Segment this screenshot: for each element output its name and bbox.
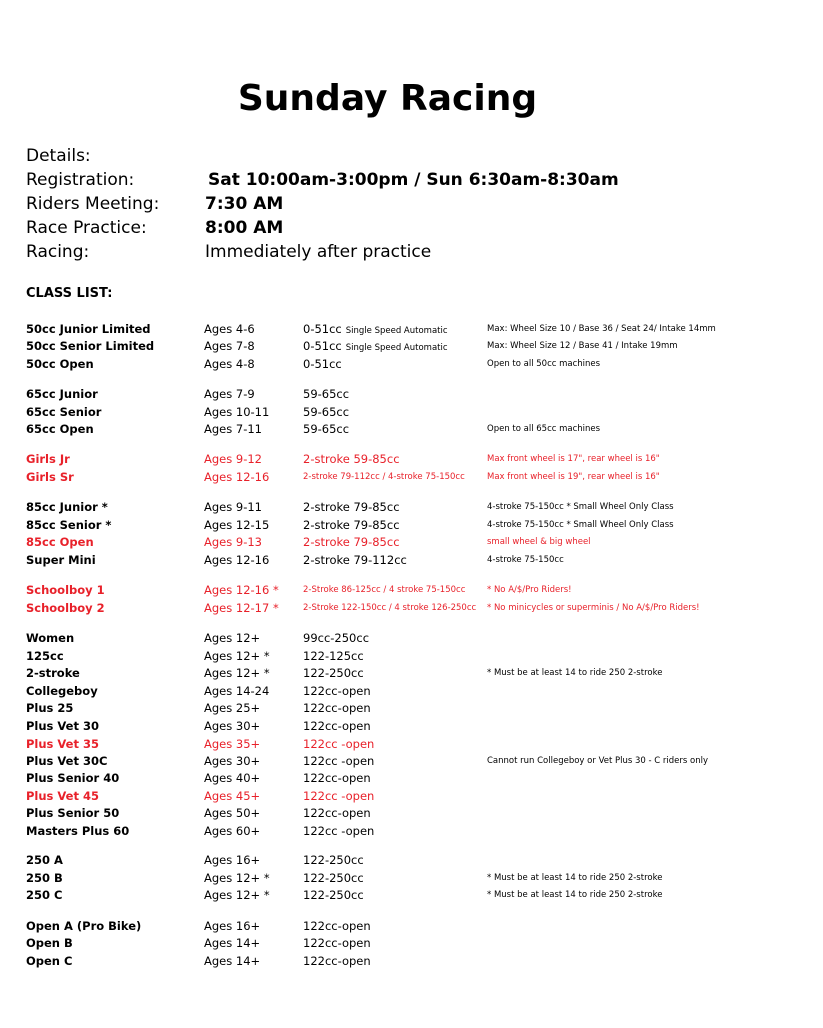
class-ages: Ages 9-12 — [204, 452, 262, 466]
class-ages: Ages 7-11 — [204, 422, 262, 436]
class-displacement — [303, 534, 400, 551]
class-displacement — [303, 700, 371, 717]
class-note: Open to all 50cc machines — [487, 359, 601, 369]
class-row — [0, 630, 823, 647]
class-row — [0, 823, 823, 840]
class-ages: Ages 12-16 * — [204, 583, 279, 597]
class-displacement-value: 2-stroke 79-85cc — [303, 500, 400, 514]
registration-label: Registration: — [26, 170, 135, 190]
class-displacement — [303, 499, 400, 516]
class-note: Max front wheel is 19", rear wheel is 16" — [487, 472, 660, 482]
class-note: Cannot run Collegeboy or Vet Plus 30 - C riders only — [487, 756, 708, 766]
class-row — [0, 469, 823, 486]
class-displacement-value: 122cc-open — [303, 919, 371, 933]
class-displacement — [303, 852, 364, 869]
class-ages: Ages 12-17 * — [204, 601, 279, 615]
class-name: Plus Vet 35 — [26, 737, 99, 751]
class-name: 65cc Senior — [26, 405, 102, 419]
class-displacement-value: 2-stroke 59-85cc — [303, 452, 400, 466]
class-name: Schoolboy 2 — [26, 601, 105, 615]
class-displacement — [303, 630, 369, 647]
class-displacement-value: 122cc -open — [303, 737, 375, 751]
class-note: * Must be at least 14 to ride 250 2-stroke — [487, 873, 663, 883]
class-name: 250 B — [26, 871, 63, 885]
class-displacement-sub: Single Speed Automatic — [345, 343, 448, 353]
class-ages: Ages 12+ * — [204, 649, 270, 663]
class-displacement — [303, 404, 349, 421]
class-row — [0, 918, 823, 935]
class-ages: Ages 16+ — [204, 919, 261, 933]
class-row — [0, 805, 823, 822]
class-row — [0, 953, 823, 970]
class-displacement — [303, 770, 371, 787]
class-ages: Ages 4-6 — [204, 322, 255, 336]
class-name: Schoolboy 1 — [26, 583, 105, 597]
class-row — [0, 683, 823, 700]
class-row — [0, 887, 823, 904]
class-displacement-value: 122-250cc — [303, 871, 364, 885]
class-name: 2-stroke — [26, 666, 80, 680]
class-displacement-value: 2-stroke 79-112cc / 4-stroke 75-150cc — [303, 472, 465, 482]
class-ages: Ages 10-11 — [204, 405, 270, 419]
class-displacement-value: 0-51cc — [303, 339, 342, 353]
class-row — [0, 499, 823, 516]
class-note: Max front wheel is 17", rear wheel is 16" — [487, 454, 660, 464]
class-name: 85cc Open — [26, 535, 94, 549]
class-displacement-value: 2-Stroke 122-150cc / 4 stroke 126-250cc — [303, 603, 477, 613]
class-displacement-value: 122-125cc — [303, 649, 364, 663]
class-name: 125cc — [26, 649, 64, 663]
class-displacement-value: 99cc-250cc — [303, 631, 370, 645]
class-ages: Ages 40+ — [204, 771, 261, 785]
class-displacement — [303, 788, 374, 805]
class-row — [0, 753, 823, 770]
class-name: Plus Vet 30 — [26, 719, 99, 733]
class-ages: Ages 14-24 — [204, 684, 270, 698]
class-displacement-value: 122cc-open — [303, 806, 371, 820]
class-row — [0, 552, 823, 569]
class-displacement-sub: Single Speed Automatic — [345, 326, 448, 336]
class-row — [0, 718, 823, 735]
class-name: 50cc Senior Limited — [26, 339, 155, 353]
class-displacement — [303, 887, 364, 904]
class-displacement-value: 122cc-open — [303, 936, 371, 950]
class-note: small wheel & big wheel — [487, 537, 591, 547]
class-ages: Ages 25+ — [204, 701, 261, 715]
class-displacement — [303, 805, 371, 822]
class-name: Open A (Pro Bike) — [26, 919, 142, 933]
riders-meeting-label: Riders Meeting: — [26, 194, 160, 214]
class-displacement-value: 122cc -open — [303, 754, 375, 768]
class-ages: Ages 12+ * — [204, 666, 270, 680]
class-name: Plus Vet 30C — [26, 754, 108, 768]
riders-meeting-value: 7:30 AM — [205, 194, 284, 214]
class-ages: Ages 12+ * — [204, 871, 270, 885]
class-name: 50cc Open — [26, 357, 94, 371]
class-displacement-value: 122-250cc — [303, 853, 364, 867]
class-displacement-value: 2-stroke 79-112cc — [303, 553, 407, 567]
class-row — [0, 582, 823, 599]
class-ages: Ages 12+ — [204, 631, 261, 645]
class-name: Girls Sr — [26, 470, 74, 484]
class-row — [0, 517, 823, 534]
class-ages: Ages 16+ — [204, 853, 261, 867]
class-displacement — [303, 356, 342, 373]
racing-value: Immediately after practice — [205, 242, 432, 262]
class-displacement-value: 122cc-open — [303, 771, 371, 785]
class-displacement-value: 122cc-open — [303, 684, 371, 698]
class-row — [0, 770, 823, 787]
class-ages: Ages 30+ — [204, 719, 261, 733]
class-displacement-value: 122-250cc — [303, 666, 364, 680]
details-heading: Details: — [26, 146, 91, 166]
class-name: Plus Senior 40 — [26, 771, 120, 785]
class-displacement — [303, 823, 374, 840]
class-displacement-value: 122-250cc — [303, 888, 364, 902]
class-ages: Ages 30+ — [204, 754, 261, 768]
class-note: * Must be at least 14 to ride 250 2-stroke — [487, 668, 663, 678]
class-note: * No A/$/Pro Riders! — [487, 585, 572, 595]
class-displacement — [303, 665, 364, 682]
class-row — [0, 404, 823, 421]
class-displacement — [303, 600, 476, 617]
racing-label: Racing: — [26, 242, 90, 262]
class-name: 85cc Senior * — [26, 518, 112, 532]
class-displacement-value: 122cc-open — [303, 954, 371, 968]
class-row — [0, 736, 823, 753]
class-displacement — [303, 517, 400, 534]
class-displacement-value: 122cc-open — [303, 701, 371, 715]
class-name: Masters Plus 60 — [26, 824, 130, 838]
class-displacement — [303, 935, 371, 952]
class-displacement — [303, 386, 349, 403]
class-displacement — [303, 648, 364, 665]
class-note: Open to all 65cc machines — [487, 424, 601, 434]
class-note: * No minicycles or superminis / No A/$/Pro Riders! — [487, 603, 700, 613]
class-ages: Ages 12-15 — [204, 518, 270, 532]
class-ages: Ages 9-13 — [204, 535, 262, 549]
class-name: Open C — [26, 954, 73, 968]
class-ages: Ages 35+ — [204, 737, 261, 751]
class-displacement — [303, 753, 374, 770]
class-name: Open B — [26, 936, 73, 950]
class-name: Collegeboy — [26, 684, 98, 698]
class-ages: Ages 60+ — [204, 824, 261, 838]
class-displacement — [303, 469, 465, 486]
class-displacement-value: 59-65cc — [303, 387, 350, 401]
class-row — [0, 870, 823, 887]
class-name: Plus 25 — [26, 701, 74, 715]
class-row — [0, 451, 823, 468]
class-displacement — [303, 552, 407, 569]
class-name: 50cc Junior Limited — [26, 322, 151, 336]
class-row — [0, 788, 823, 805]
class-displacement — [303, 582, 465, 599]
class-displacement — [303, 718, 371, 735]
class-displacement — [303, 870, 364, 887]
class-note: * Must be at least 14 to ride 250 2-stroke — [487, 890, 663, 900]
class-ages: Ages 9-11 — [204, 500, 262, 514]
class-displacement-value: 0-51cc — [303, 322, 342, 336]
class-row — [0, 338, 823, 355]
class-displacement-value: 122cc -open — [303, 789, 375, 803]
class-displacement — [303, 918, 371, 935]
class-name: 65cc Open — [26, 422, 94, 436]
class-name: 65cc Junior — [26, 387, 98, 401]
class-displacement-value: 122cc -open — [303, 824, 375, 838]
class-name: 85cc Junior * — [26, 500, 108, 514]
class-ages: Ages 12+ * — [204, 888, 270, 902]
class-displacement — [303, 421, 349, 438]
class-displacement — [303, 451, 400, 468]
class-list-heading: CLASS LIST: — [26, 286, 113, 301]
class-note: Max: Wheel Size 10 / Base 36 / Seat 24/ Intake 14mm — [487, 324, 716, 334]
class-ages: Ages 12-16 — [204, 553, 270, 567]
class-displacement — [303, 338, 448, 357]
class-name: Plus Senior 50 — [26, 806, 120, 820]
class-row — [0, 852, 823, 869]
class-row — [0, 600, 823, 617]
class-displacement — [303, 736, 374, 753]
class-displacement — [303, 683, 371, 700]
class-displacement-value: 122cc-open — [303, 719, 371, 733]
class-name: Girls Jr — [26, 452, 70, 466]
class-name: 250 C — [26, 888, 63, 902]
class-ages: Ages 45+ — [204, 789, 261, 803]
class-displacement — [303, 953, 371, 970]
class-ages: Ages 4-8 — [204, 357, 255, 371]
class-ages: Ages 50+ — [204, 806, 261, 820]
class-row — [0, 648, 823, 665]
class-row — [0, 421, 823, 438]
class-displacement-value: 2-stroke 79-85cc — [303, 535, 400, 549]
class-displacement-value: 0-51cc — [303, 357, 342, 371]
class-ages: Ages 14+ — [204, 936, 261, 950]
class-name: Plus Vet 45 — [26, 789, 99, 803]
class-note: 4-stroke 75-150cc * Small Wheel Only Class — [487, 502, 674, 512]
class-name: Women — [26, 631, 75, 645]
class-ages: Ages 12-16 — [204, 470, 270, 484]
page-title: Sunday Racing — [237, 78, 538, 119]
class-name: 250 A — [26, 853, 63, 867]
class-note: 4-stroke 75-150cc — [487, 555, 564, 565]
class-ages: Ages 7-9 — [204, 387, 255, 401]
class-name: Super Mini — [26, 553, 96, 567]
class-row — [0, 935, 823, 952]
class-ages: Ages 14+ — [204, 954, 261, 968]
class-row — [0, 386, 823, 403]
registration-value: Sat 10:00am-3:00pm / Sun 6:30am-8:30am — [208, 170, 619, 190]
class-ages: Ages 7-8 — [204, 339, 255, 353]
class-note: Max: Wheel Size 12 / Base 41 / Intake 19mm — [487, 341, 678, 351]
class-row — [0, 356, 823, 373]
race-practice-label: Race Practice: — [26, 218, 147, 238]
class-displacement-value: 2-stroke 79-85cc — [303, 518, 400, 532]
class-displacement-value: 59-65cc — [303, 405, 350, 419]
class-row — [0, 665, 823, 682]
class-displacement-value: 59-65cc — [303, 422, 350, 436]
class-row — [0, 321, 823, 338]
class-row — [0, 700, 823, 717]
race-practice-value: 8:00 AM — [205, 218, 284, 238]
class-row — [0, 534, 823, 551]
class-note: 4-stroke 75-150cc * Small Wheel Only Class — [487, 520, 674, 530]
class-displacement-value: 2-Stroke 86-125cc / 4 stroke 75-150cc — [303, 585, 466, 595]
